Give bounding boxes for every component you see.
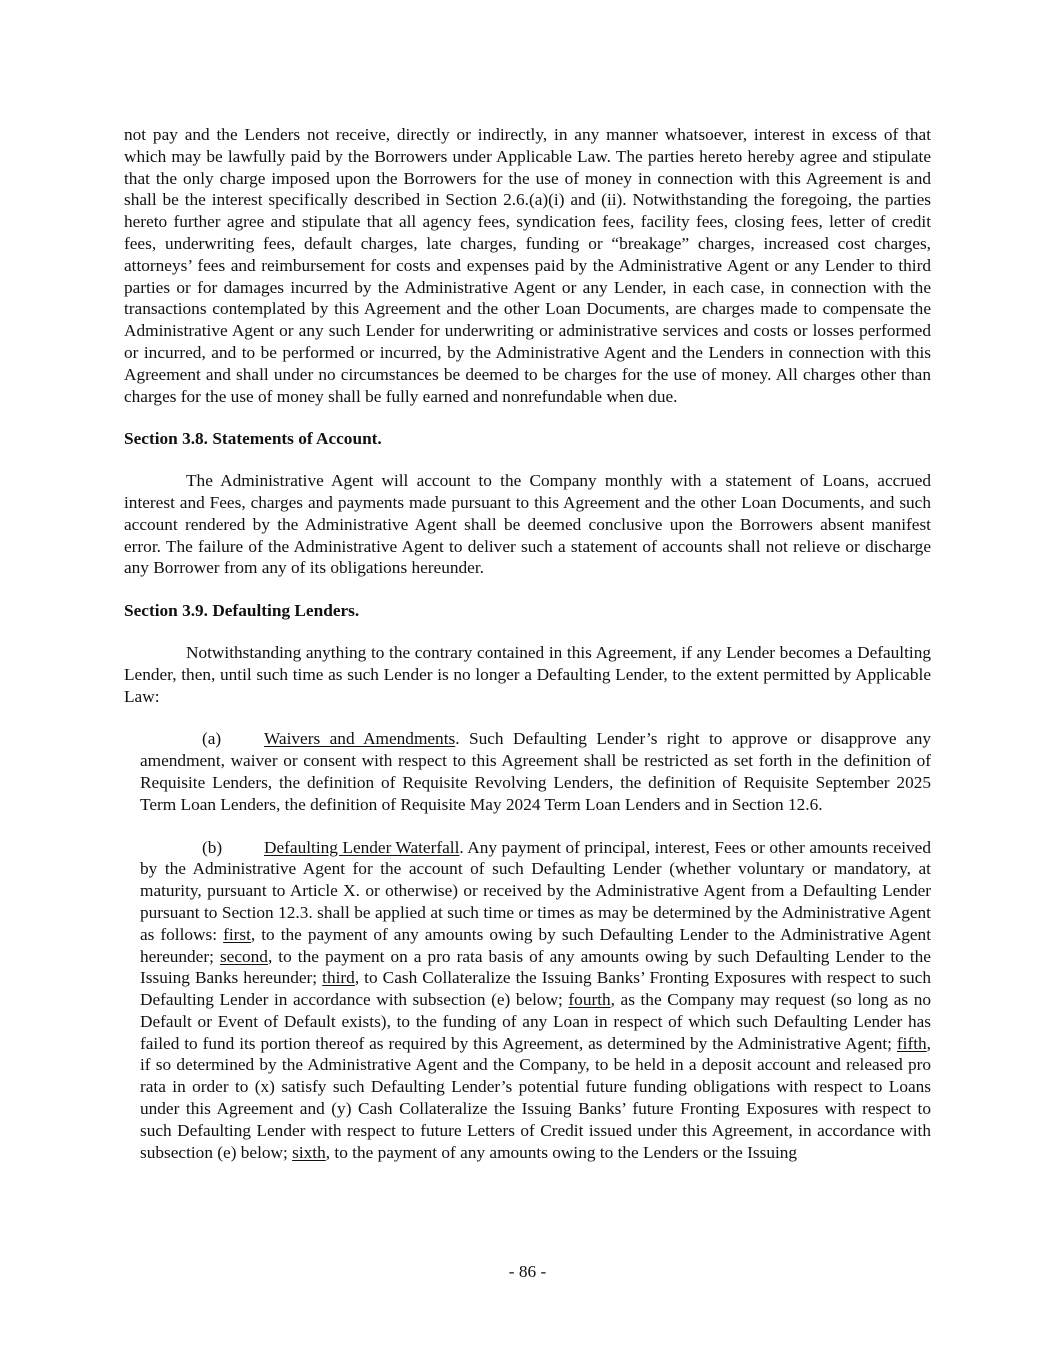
clause-b <box>140 837 931 1164</box>
clause-b-text-7: , to the payment of any amounts owing to the Lenders or the Issuing <box>325 1142 798 1162</box>
clause-a-text: . Such Defaulting Lender’s right to approve or disapprove any amendment, waiver or consent with respect to this Agreement shall be restricted as set forth in the definition of Requisite Lenders, the definition of Requisite Revolving Lenders, the definition of Requisite September 2025 Term Loan Lenders, the definition of Requisite May 2024 Term Loan Lenders and in Section 12.6. <box>140 729 931 814</box>
section-3-9-intro: Notwithstanding anything to the contrary contained in this Agreement, if any Lender becomes a Defaulting Lender, then, until such time as such Lender is no longer a Defaulting Lender, to the extent permitted by Applicable Law: <box>124 642 931 706</box>
clause-b-text-5: , as the Company may request (so long as no Default or Event of Default exists), to the funding of any Loan in respect of which such Defaulting Lender has failed to fund its portion thereof as required by this Agreement, as determined by the Administrative Agent; <box>140 990 931 1053</box>
continuation-paragraph: not pay and the Lenders not receive, directly or indirectly, in any manner whatsoever, interest in excess of that which may be lawfully paid by the Borrowers under Applicable Law. The parties hereto hereby agree and stipulate that the only charge imposed upon the Borrowers for the use of money in connection with this Agreement is and shall be the interest specifically described in Section 2.6.(a)(i) and (ii). Notwithstanding the foregoing, the parties hereto further agree and stipulate that all agency fees, syndication fees, facility fees, closing fees, letter of credit fees, underwriting fees, default charges, late charges, funding or “breakage” charges, increased cost charges, attorneys’ fees and reimbursement for costs and expenses paid by the Administrative Agent or any Lender to third parties or for damages incurred by the Administrative Agent or any Lender, in each case, in connection with the transactions contemplated by this Agreement and the other Loan Documents, are charges made to compensate the Administrative Agent or any such Lender for underwriting or administrative services and costs or losses performed or incurred, and to be performed or incurred, by the Administrative Agent and the Lenders in connection with this Agreement and shall under no circumstances be deemed to be charges for the use of money. All charges other than charges for the use of money shall be fully earned and nonrefundable when due. <box>124 125 931 406</box>
clause-a-title: Waivers and Amendments <box>264 729 456 749</box>
section-3-8-heading: Section 3.8. Statements of Account. <box>124 429 382 449</box>
clause-a-number: (a) <box>202 729 222 749</box>
clause-b-fifth: fifth <box>896 1033 927 1053</box>
page-number: - 86 - <box>508 1262 547 1281</box>
clause-b-text-2: , to the payment of any amounts owing by such Defaulting Lender to the Administrative Agent hereunder; <box>140 924 931 966</box>
clause-b-number: (b) <box>202 837 223 857</box>
clause-b-text-4: , to Cash Collateralize the Issuing Banks’ Fronting Exposures with respect to such Defaulting Lender in accordance with subsection (e) below; <box>140 968 931 1010</box>
section-3-9-heading: Section 3.9. Defaulting Lenders. <box>124 601 360 621</box>
clause-a <box>140 728 931 815</box>
clause-b-fourth: fourth <box>568 990 611 1010</box>
document-page <box>124 124 931 1184</box>
clause-b-second: second <box>219 946 268 966</box>
clause-b-text-1: . Any payment of principal, interest, Fees or other amounts received by the Administrative Agent for the account of such Defaulting Lender (whether voluntary or mandatory, at maturity, pursuant to Article X. or otherwise) or received by the Administrative Agent from a Defaulting Lender pursuant to Section 12.3. shall be applied at such time or times as may be determined by the Administrative Agent as follows: <box>140 837 931 944</box>
clause-b-title: Defaulting Lender Waterfall <box>264 837 460 857</box>
clause-b-third: third <box>322 968 355 988</box>
section-3-8-body: The Administrative Agent will account to the Company monthly with a statement of Loans, accrued interest and Fees, charges and payments made pursuant to this Agreement and the other Loan Documents, and such account rendered by the Administrative Agent shall be deemed conclusive upon the Borrowers absent manifest error. The failure of the Administrative Agent to deliver such a statement of accounts shall not relieve or discharge any Borrower from any of its obligations hereunder. <box>124 471 931 578</box>
clause-b-text-6: , if so determined by the Administrative Agent and the Company, to be held in a deposit account and released pro rata in order to (x) satisfy such Defaulting Lender’s potential future funding obligations with respect to Loans under this Agreement and (y) Cash Collateralize the Issuing Banks’ future Fronting Exposures with respect to such Defaulting Lender with respect to future Letters of Credit issued under this Agreement, in accordance with subsection (e) below; <box>140 1033 931 1162</box>
clause-b-sixth: sixth <box>292 1142 326 1162</box>
clause-b-first: first <box>223 924 251 944</box>
clause-b-text-3: , to the payment on a pro rata basis of any amounts owing by such Defaulting Lender to the Issuing Banks hereunder; <box>140 946 931 988</box>
